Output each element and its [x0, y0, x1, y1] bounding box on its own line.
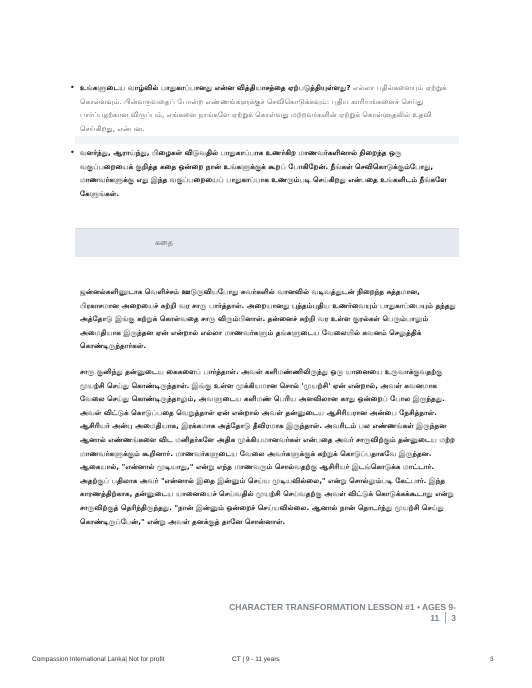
bullet-text: [80, 81, 456, 135]
bullet-instruction: வளர்ந்து, ஆராய்ந்து, பிழைகள் விடுவதில் பாதுகாப்பாக உணர்கிற மாணவர்களினால் நிறைந்த ஒரு வகுப்பறையைக் குறித்த கதை ஒன்றை நான் உங்களுக்குக் கூறப் போகிறேன். நீங்கள் செவிகொடுக்கும்போது, மாணவர்களுக்கு எது இந்த வகுப்பறையைப் பாதுகாப்பாக உணரும்படி செய்கிறது என்பதை உங்களிடம் நீங்களே கேளுங்கள்.: [80, 148, 447, 198]
lesson-footer: [228, 602, 456, 623]
bullet-item-1: [70, 81, 456, 135]
story-paragraph-2: சாரு குனிந்து தன்னுடைய கைகளைப் பார்த்தாள். அவள் களிமண்ணிலிருந்து ஒரு யானையை உருவாக்குவதற்கு முயற்சி செய்து கொண்டிருந்தாள். இங்கு உள்ள முக்கியமான சொல் 'முயற்சி' ஏன் என்றால், அவள் கவனமாக வேலை செய்து கொண்டிருந்தாலும், அவளுடைய களிமண் பெரிய அளவிலான காது ஒன்றைப் போல இருந்தது. அவள் விட்டுக் கொடுப்பதை வெறுத்தாள் ஏன் என்றால் அவள் தன்னுடைய ஆசிரியரான அன்பை நேசித்தாள். ஆசிரியர் அன்பு அமைதியாக, இரக்கமாக அத்தோடு தீவிரமாக இருந்தாள். அவரிடம் பல எண்ணங்கள் இருந்தன ஆனால் எண்ணங்களை விட மனிதர்களே அதிக முக்கியமானவர்கள் என்பதை அவர் சாருவிற்கும் தன்னுடைய மற்ற மாணவர்களுக்கும் கூறினார். மாணவர்களுடைய வேலை அவர்களுக்குக் கற்றுக் கொடுப்பதாகவே இருந்தன. ஆகையால், "என்னால் முடியாது," என்று எந்த மாணவரும் சொல்வதற்கு ஆசிரியர் இடங்கொடுக்க மாட்டார். அதற்குப் பதிலாக அவர் "என்னால் இதை இன்னும் செய்ய முடியவில்லை," என்று சொல்லும்படி கேட்பார். இந்த காரணத்திற்காக, தன்னுடைய யானையைச் செய்வதில் முயற்சி செய்வதற்கு அவள் விட்டுக் கொடுக்கக்கூடாது என்று சாருவிற்குத் தெரிந்திருந்தது. "நான் இன்னும் ஒன்றைச் செய்யவில்லை. ஆனால் நான் தொடர்ந்து முயற்சி செய்து கொண்டிருப்பேன்," என்று அவள் தனக்குத் தானே சொன்னாள்.: [80, 367, 455, 526]
bullet-marker: •: [70, 148, 75, 157]
section-header-bar: [75, 228, 459, 257]
lesson-title: CHARACTER TRANSFORMATION LESSON #1 • AGES 9-11: [229, 602, 456, 623]
footer-age-group: CT | 9 - 11 years: [232, 656, 280, 663]
footer-organization: Compassion International Lanka| Not for profit: [32, 656, 165, 663]
footer-page-number: 3: [490, 656, 494, 663]
bullet-item-2: [70, 146, 456, 200]
shaded-divider: [75, 136, 459, 144]
section-title: கதை: [155, 238, 173, 247]
bullet-text: [80, 146, 456, 200]
bullet-question: உங்களுடைய வாழ்வில் பாதுகாப்பானது என்ன வித்தியாசத்தை ஏற்படுத்தியுள்ளது?: [80, 83, 351, 92]
footer-separator: [445, 612, 446, 623]
bullet-guidance: எல்லா பதில்களையும் ஏற்றுக் கொள்ளவும். பின்வருவதைப் போன்ற எண்ணங்களுக்குச் செவிகொடுக்கவும்: புதிய காரியங்களைச் செய்து பார்ப்பதற்கான விருப்பம், எங்களை நாங்களே ஏற்றுக் கொள்வது மற்றவர்களின் ஏற்றுக் கொள்ளுதலில் உதவி செய்கிறது, என்பன.: [80, 83, 447, 133]
story-paragraph-1: ஜன்னல்களினூடாக வெளிச்சம் ஊடுருவியபோது சுவர்களில் வானவில் வடிவத்துடன் நிறைந்த சுத்தமான, பிரகாசமான அறையைச் சுற்றி வர சாரு பார்த்தாள். அறையானது புத்தம்புதிய உணர்வையும் பாதுகாப்பையும் தந்தது அத்தோடு இங்கு கற்றுக் கொள்வதை சாரு விரும்பினாள். தன்னைச் சுற்றி வர உள்ள குரல்கள் பெரும்பாலும் அமைதியாக இருந்தன ஏன் என்றால் எல்லா மாணவர்களும் தங்களுடைய வேலையில் கவனம் செலுத்திக் கொண்டிருந்தார்கள்.: [80, 287, 456, 351]
bullet-marker: •: [70, 83, 75, 92]
lesson-page-number: 3: [451, 613, 456, 623]
